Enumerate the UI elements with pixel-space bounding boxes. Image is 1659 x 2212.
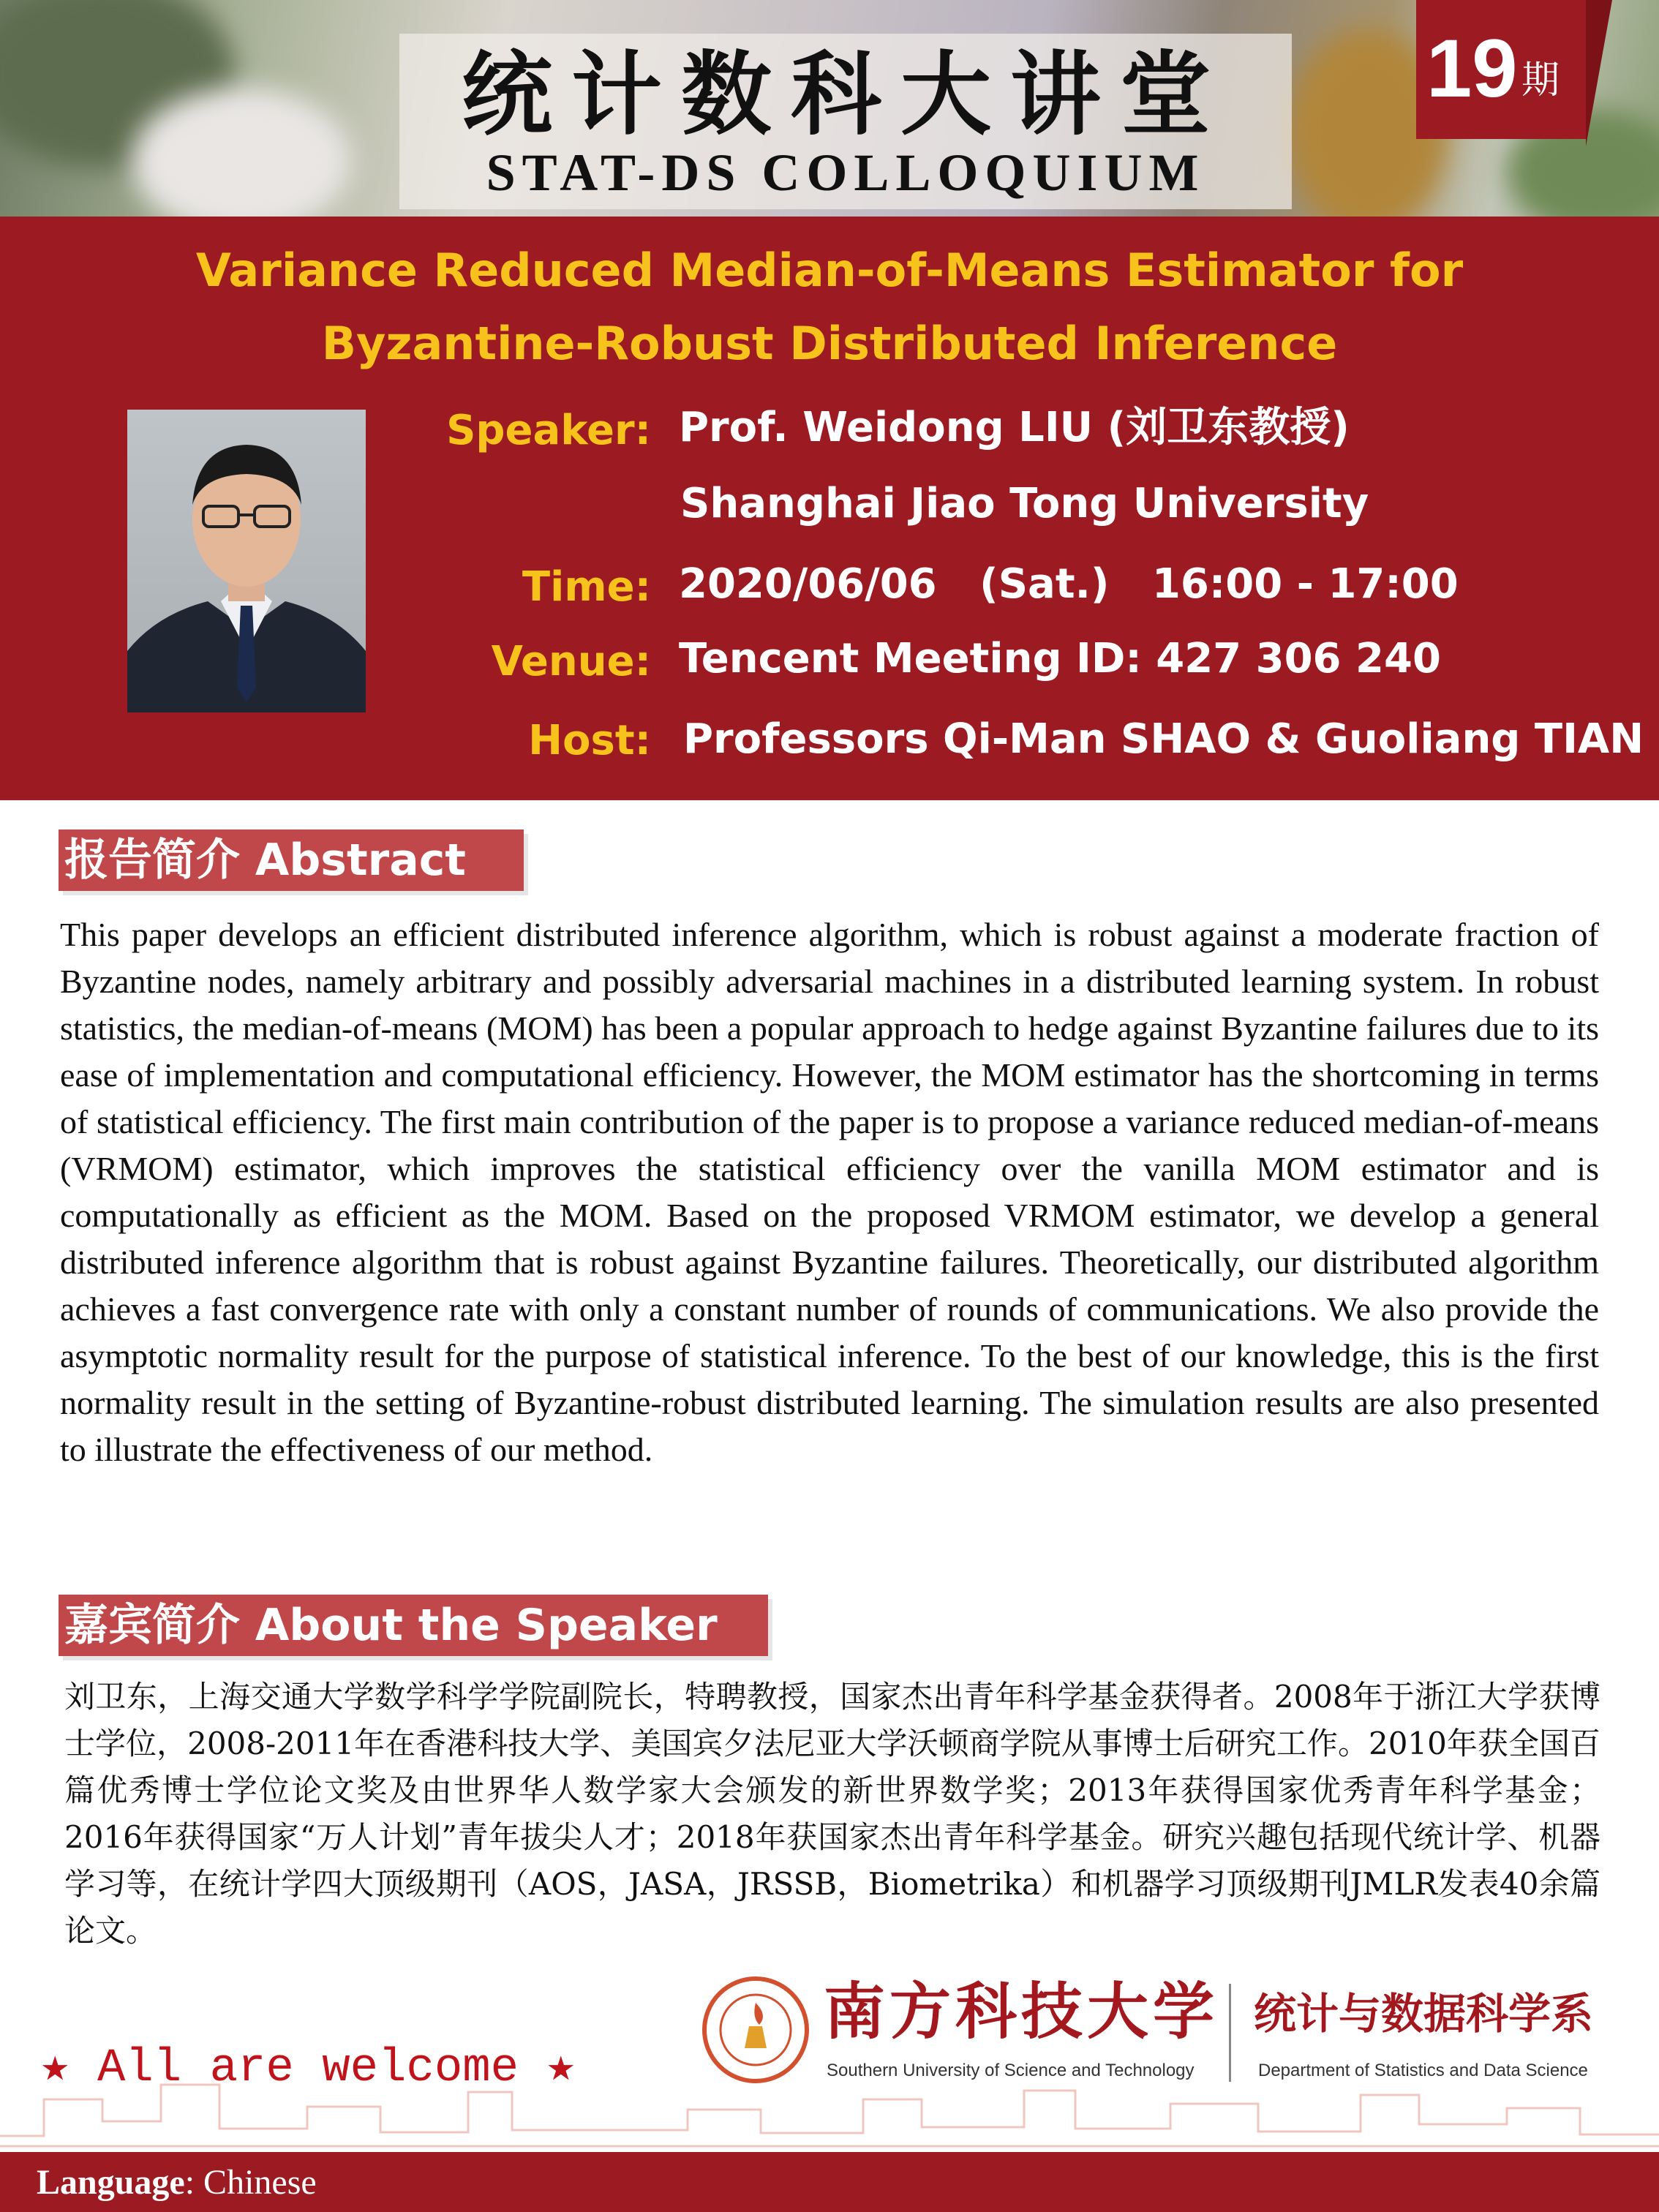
department-name-cn: 统计与数据科学系	[1254, 1989, 1594, 2039]
speaker-label: Speaker:	[446, 407, 651, 454]
abstract-header: 报告简介 Abstract	[64, 835, 466, 886]
colloquium-title-cn: 统计数科大讲堂	[461, 42, 1230, 148]
department-name-en: Department of Statistics and Data Science	[1258, 2061, 1588, 2080]
issue-number: 19	[1426, 23, 1518, 114]
speaker-header: 嘉宾简介 About the Speaker	[64, 1600, 718, 1651]
language-info	[37, 2161, 317, 2205]
time-value: 2020/06/06 (Sat.) 16:00 - 17:00	[679, 560, 1459, 608]
colloquium-title-en: STAT-DS COLLOQUIUM	[486, 143, 1205, 202]
speaker-affiliation: Shanghai Jiao Tong University	[680, 480, 1369, 527]
university-name-en: Southern University of Science and Technology	[827, 2061, 1195, 2080]
venue-label: Venue:	[491, 638, 651, 685]
welcome-message: ★ All are welcome ★	[41, 2042, 575, 2095]
logo-divider	[1229, 1984, 1231, 2082]
host-value: Professors Qi-Man SHAO & Guoliang TIAN	[683, 715, 1644, 763]
host-label: Host:	[528, 717, 651, 764]
language-label: Language	[37, 2163, 185, 2202]
abstract-body: This paper develops an efficient distributed inference algorithm, which is robust against a moderate fraction of Byzantine nodes, namely arbitrary and possibly adversarial machines in a distributed learning system. In robust statistics, the median-of-means (MOM) has been a popular approach to hedge against Byzantine failures due to its ease of implementation and computational efficiency. However, the MOM estimator has the shortcoming in terms of statistical efficiency. The first main contribution of the paper is to propose a variance reduced median-of-means (VRMOM) estimator, which improves the statistical efficiency over the vanilla MOM estimator and is computationally as efficient as the MOM. Based on the proposed VRMOM estimator, we develop a general distributed inference algorithm that is robust against Byzantine failures. Theoretically, our distributed algorithm achieves a fast convergence rate with only a constant number of rounds of communications. We also provide the asymptotic normality result for the purpose of statistical inference. To the best of our knowledge, this is the first normality result in the setting of Byzantine-robust distributed learning. The simulation results are also presented to illustrate the effectiveness of our method.	[60, 916, 1599, 1468]
issue-suffix: 期	[1521, 59, 1560, 102]
university-name-cn: 南方科技大学	[824, 1975, 1219, 2047]
issue-badge-corner	[1573, 0, 1639, 146]
speaker-name: Prof. Weidong LIU (刘卫东教授)	[679, 404, 1350, 451]
talk-title-line-2: Byzantine-Robust Distributed Inference	[321, 317, 1338, 370]
talk-title-line-1: Variance Reduced Median-of-Means Estimator for	[195, 244, 1464, 297]
venue-value: Tencent Meeting ID: 427 306 240	[679, 635, 1441, 682]
university-seal-icon	[701, 1975, 810, 2085]
time-label: Time:	[522, 563, 651, 611]
speaker-bio: 刘卫东，上海交通大学数学科学学院副院长，特聘教授，国家杰出青年科学基金获得者。2008年于浙江大学获博士学位，2008-2011年在香港科技大学、美国宾夕法尼亚大学沃顿商学院从事博士后研究工作。2010年获全国百篇优秀博士学位论文奖及由世界华人数学家大会颁发的新世界数学奖；2013年获得国家优秀青年科学基金；2016年获得国家“万人计划”青年拔尖人才；2018年获国家杰出青年科学基金。研究兴趣包括现代统计学、机器学习等，在统计学四大顶级期刊（AOS，JASA，JRSSB，Biometrika）和机器学习顶级期刊JMLR发表40余篇论文。	[64, 1679, 1600, 1949]
language-value: : Chinese	[184, 2163, 317, 2202]
